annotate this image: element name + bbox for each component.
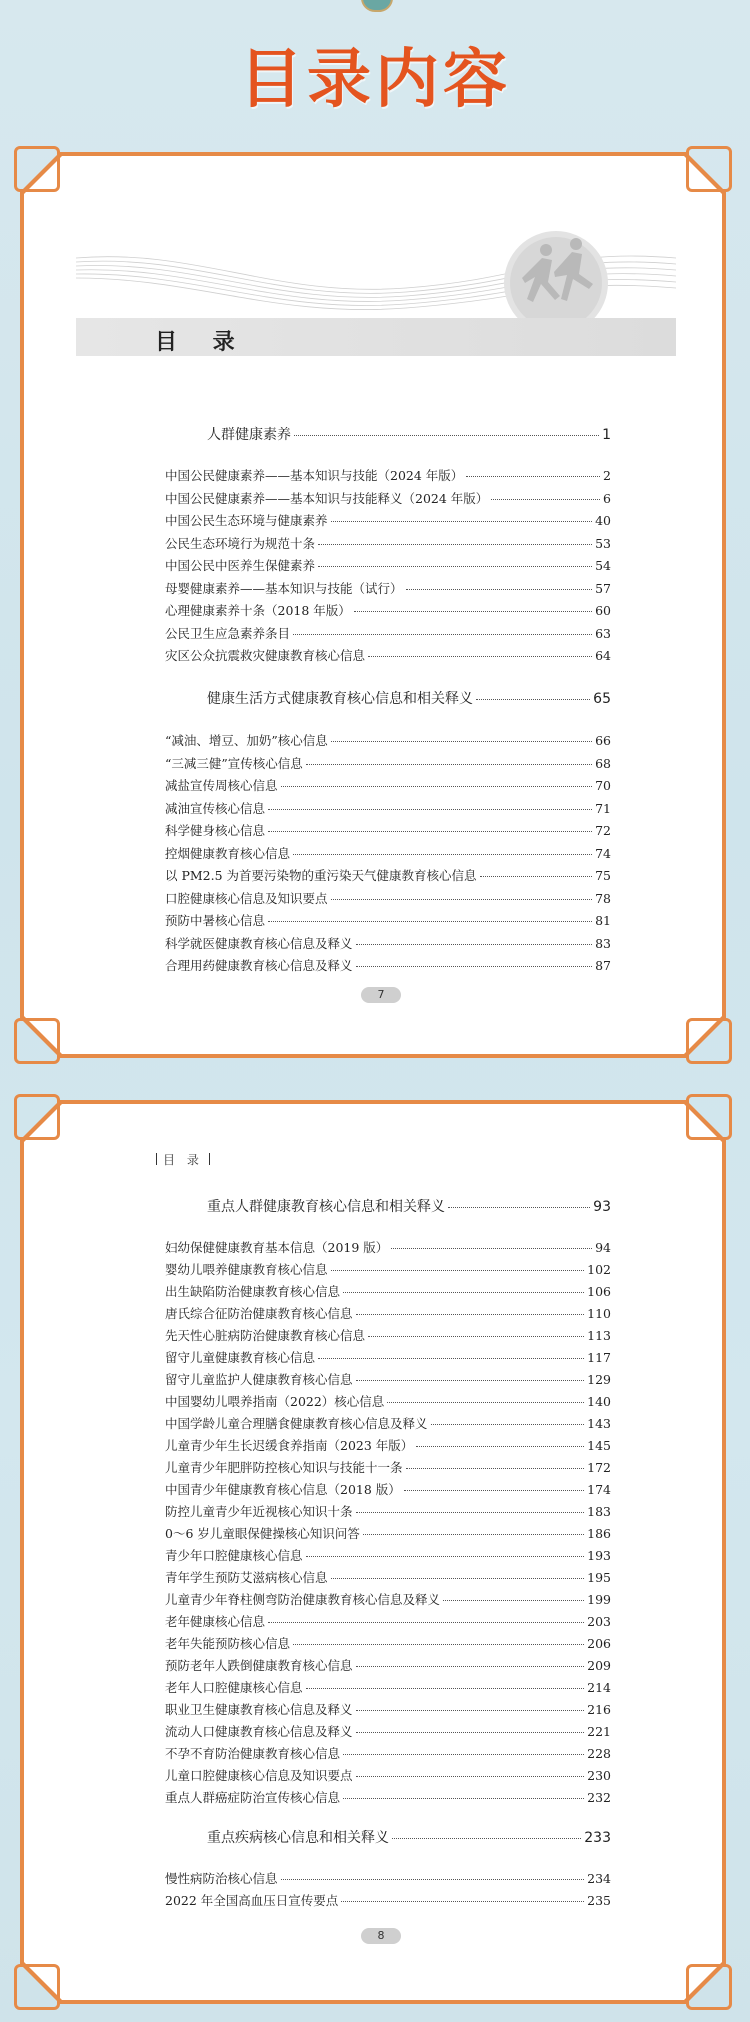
entry-title: 科学健身核心信息 bbox=[165, 823, 266, 838]
entry-title: 心理健康素养十条（2018 年版） bbox=[165, 603, 351, 618]
entry-title: 合理用药健康教育核心信息及释义 bbox=[165, 958, 353, 973]
toc-entry bbox=[165, 1502, 611, 1520]
entry-page: 102 bbox=[587, 1262, 611, 1277]
section-title: 健康生活方式健康教育核心信息和相关释义 bbox=[207, 691, 473, 707]
toc-entry bbox=[165, 1304, 611, 1322]
entry-title: 儿童口腔健康核心信息及知识要点 bbox=[165, 1768, 353, 1783]
entry-page: 6 bbox=[603, 490, 611, 506]
toc-entry bbox=[165, 511, 611, 529]
entry-page: 68 bbox=[595, 755, 611, 771]
entry-page: 216 bbox=[587, 1702, 611, 1717]
entry-title: 减油宣传核心信息 bbox=[165, 800, 266, 816]
toc-entry bbox=[165, 1480, 611, 1498]
entry-page: 143 bbox=[587, 1416, 611, 1431]
corner-ornament bbox=[14, 146, 60, 192]
toc-entry bbox=[165, 1722, 611, 1740]
entry-title: 公民生态环境行为规范十条 bbox=[165, 535, 316, 551]
entry-page: 70 bbox=[595, 778, 611, 793]
section-page: 93 bbox=[593, 1199, 611, 1215]
toc-entry bbox=[165, 579, 611, 597]
toc-entry bbox=[165, 911, 611, 929]
toc-entry bbox=[165, 1891, 611, 1909]
entry-page: 54 bbox=[595, 558, 611, 573]
toc-entry bbox=[165, 1700, 611, 1718]
entry-title: 以 PM2.5 为首要污染物的重污染天气健康教育核心信息 bbox=[165, 868, 477, 883]
entry-title: 老年健康核心信息 bbox=[165, 1614, 266, 1629]
entry-page: 106 bbox=[587, 1284, 611, 1299]
toc-entry bbox=[165, 1744, 611, 1762]
corner-ornament bbox=[14, 1018, 60, 1064]
entry-page: 94 bbox=[595, 1240, 611, 1255]
entry-page: 232 bbox=[587, 1790, 611, 1805]
entry-title: 科学就医健康教育核心信息及释义 bbox=[165, 935, 353, 951]
toc-section-heading bbox=[207, 1196, 611, 1216]
page-number-8: 8 bbox=[361, 1928, 401, 1944]
entry-page: 172 bbox=[587, 1460, 611, 1475]
entry-title: 儿童青少年生长迟缓食养指南（2023 年版） bbox=[165, 1438, 414, 1453]
entry-title: 慢性病防治核心信息 bbox=[165, 1871, 278, 1886]
entry-page: 66 bbox=[595, 733, 611, 748]
entry-page: 81 bbox=[595, 913, 611, 928]
toc-entry bbox=[165, 1436, 611, 1454]
entry-page: 53 bbox=[595, 535, 611, 551]
toc-entry bbox=[165, 844, 611, 862]
toc-entry bbox=[165, 956, 611, 974]
entry-title: “三减三健”宣传核心信息 bbox=[165, 755, 303, 771]
entry-page: 63 bbox=[595, 625, 611, 641]
toc-entry bbox=[165, 1546, 611, 1564]
entry-title: 预防老年人跌倒健康教育核心信息 bbox=[165, 1658, 353, 1673]
toc-entry bbox=[165, 1788, 611, 1806]
section-page: 233 bbox=[584, 1830, 611, 1846]
entry-page: 83 bbox=[595, 935, 611, 951]
toc-entry bbox=[165, 1678, 611, 1696]
toc-entry bbox=[165, 731, 611, 749]
running-header: 目 录 bbox=[150, 1151, 216, 1168]
toc-entry bbox=[165, 934, 611, 952]
entry-title: 老年失能预防核心信息 bbox=[165, 1636, 291, 1651]
entry-title: 减盐宣传周核心信息 bbox=[165, 778, 278, 793]
entry-page: 110 bbox=[587, 1306, 611, 1321]
toc-entry bbox=[165, 534, 611, 552]
entry-title: 出生缺陷防治健康教育核心信息 bbox=[165, 1284, 341, 1299]
entry-title: 儿童青少年脊柱侧弯防治健康教育核心信息及释义 bbox=[165, 1592, 441, 1607]
entry-page: 71 bbox=[595, 800, 611, 816]
section-page: 1 bbox=[602, 427, 611, 443]
entry-page: 72 bbox=[595, 823, 611, 838]
toc-entry bbox=[165, 624, 611, 642]
toc-entry bbox=[165, 601, 611, 619]
toc-entry bbox=[165, 1524, 611, 1542]
page-number-7: 7 bbox=[361, 987, 401, 1003]
entry-page: 2 bbox=[603, 468, 611, 483]
entry-page: 214 bbox=[587, 1680, 611, 1695]
toc-entry bbox=[165, 1260, 611, 1278]
entry-page: 183 bbox=[587, 1504, 611, 1519]
entry-title: 2022 年全国高血压日宣传要点 bbox=[165, 1893, 339, 1908]
entry-title: 流动人口健康教育核心信息及释义 bbox=[165, 1724, 353, 1739]
entry-page: 140 bbox=[587, 1394, 611, 1409]
toc-entry bbox=[165, 799, 611, 817]
entry-page: 228 bbox=[587, 1746, 611, 1761]
entry-title: 留守儿童监护人健康教育核心信息 bbox=[165, 1372, 353, 1387]
entry-page: 40 bbox=[595, 513, 611, 528]
entry-title: 中国公民中医养生保健素养 bbox=[165, 558, 316, 573]
banner-title: 目录内容 bbox=[239, 43, 511, 117]
toc-entry bbox=[165, 821, 611, 839]
entry-page: 117 bbox=[587, 1350, 611, 1365]
entry-page: 195 bbox=[587, 1570, 611, 1585]
toc-heading: 目 录 bbox=[155, 330, 249, 355]
toc-entry bbox=[165, 1634, 611, 1652]
toc-entry bbox=[165, 1869, 611, 1887]
toc-entry bbox=[165, 1392, 611, 1410]
entry-title: 预防中暑核心信息 bbox=[165, 913, 266, 928]
section-title: 重点疾病核心信息和相关释义 bbox=[207, 1830, 389, 1846]
corner-ornament bbox=[14, 1964, 60, 2010]
corner-ornament bbox=[14, 1094, 60, 1140]
entry-title: 防控儿童青少年近视核心知识十条 bbox=[165, 1504, 353, 1519]
entry-page: 199 bbox=[587, 1592, 611, 1607]
toc-section-heading bbox=[207, 688, 611, 708]
toc-entry bbox=[165, 489, 611, 507]
entry-title: 青年学生预防艾滋病核心信息 bbox=[165, 1570, 328, 1585]
entry-title: 唐氏综合征防治健康教育核心信息 bbox=[165, 1306, 353, 1321]
entry-title: 口腔健康核心信息及知识要点 bbox=[165, 890, 328, 906]
entry-page: 74 bbox=[595, 845, 611, 861]
section-page: 65 bbox=[593, 691, 611, 707]
entry-page: 209 bbox=[587, 1658, 611, 1673]
toc-entry bbox=[165, 754, 611, 772]
entry-title: 不孕不育防治健康教育核心信息 bbox=[165, 1746, 341, 1761]
entry-page: 203 bbox=[587, 1614, 611, 1629]
toc-entry bbox=[165, 1458, 611, 1476]
entry-title: 留守儿童健康教育核心信息 bbox=[165, 1350, 316, 1365]
corner-ornament bbox=[686, 146, 732, 192]
entry-title: 妇幼保健健康教育基本信息（2019 版） bbox=[165, 1240, 389, 1255]
entry-page: 206 bbox=[587, 1636, 611, 1651]
entry-title: 职业卫生健康教育核心信息及释义 bbox=[165, 1702, 353, 1717]
toc-entry bbox=[165, 776, 611, 794]
entry-page: 57 bbox=[595, 580, 611, 596]
top-ornament bbox=[361, 0, 393, 12]
entry-page: 87 bbox=[595, 958, 611, 973]
entry-page: 235 bbox=[587, 1893, 611, 1908]
toc-entry bbox=[165, 1370, 611, 1388]
entry-title: 公民卫生应急素养条目 bbox=[165, 625, 291, 641]
entry-title: “减油、增豆、加奶”核心信息 bbox=[165, 733, 328, 748]
toc-entry bbox=[165, 866, 611, 884]
entry-page: 174 bbox=[587, 1482, 611, 1497]
toc-entry bbox=[165, 1656, 611, 1674]
toc-entry bbox=[165, 1348, 611, 1366]
entry-title: 中国学龄儿童合理膳食健康教育核心信息及释义 bbox=[165, 1416, 428, 1431]
toc-entry bbox=[165, 889, 611, 907]
toc-entry bbox=[165, 1326, 611, 1344]
toc-entry bbox=[165, 466, 611, 484]
entry-page: 145 bbox=[587, 1438, 611, 1453]
entry-title: 灾区公众抗震救灾健康教育核心信息 bbox=[165, 648, 366, 663]
entry-title: 重点人群癌症防治宣传核心信息 bbox=[165, 1790, 341, 1805]
entry-title: 先天性心脏病防治健康教育核心信息 bbox=[165, 1328, 366, 1343]
entry-title: 老年人口腔健康核心信息 bbox=[165, 1680, 303, 1695]
toc-entry bbox=[165, 1766, 611, 1784]
entry-page: 221 bbox=[587, 1724, 611, 1739]
entry-page: 78 bbox=[595, 890, 611, 906]
entry-page: 113 bbox=[587, 1328, 611, 1343]
section-title: 重点人群健康教育核心信息和相关释义 bbox=[207, 1199, 445, 1215]
toc-section-heading bbox=[207, 1827, 611, 1847]
entry-title: 中国公民健康素养——基本知识与技能释义（2024 年版） bbox=[165, 490, 489, 506]
entry-page: 60 bbox=[595, 603, 611, 618]
entry-title: 中国公民健康素养——基本知识与技能（2024 年版） bbox=[165, 468, 464, 483]
section-title: 人群健康素养 bbox=[207, 427, 291, 443]
entry-title: 中国公民生态环境与健康素养 bbox=[165, 513, 328, 528]
toc-entry bbox=[165, 1414, 611, 1432]
entry-page: 186 bbox=[587, 1526, 611, 1541]
entry-title: 控烟健康教育核心信息 bbox=[165, 845, 291, 861]
toc-entry bbox=[165, 646, 611, 664]
toc-entry bbox=[165, 1612, 611, 1630]
entry-page: 129 bbox=[587, 1372, 611, 1387]
toc-entry bbox=[165, 1238, 611, 1256]
toc-section-heading bbox=[207, 424, 611, 444]
entry-title: 0～6 岁儿童眼保健操核心知识问答 bbox=[165, 1526, 360, 1541]
toc-entry bbox=[165, 1568, 611, 1586]
corner-ornament bbox=[686, 1094, 732, 1140]
toc-entry bbox=[165, 1282, 611, 1300]
toc-entry bbox=[165, 556, 611, 574]
entry-page: 234 bbox=[587, 1871, 611, 1886]
toc-entry bbox=[165, 1590, 611, 1608]
entry-title: 中国婴幼儿喂养指南（2022）核心信息 bbox=[165, 1394, 385, 1409]
entry-page: 230 bbox=[587, 1768, 611, 1783]
entry-page: 64 bbox=[595, 648, 611, 663]
entry-title: 儿童青少年肥胖防控核心知识与技能十一条 bbox=[165, 1460, 403, 1475]
entry-title: 母婴健康素养——基本知识与技能（试行） bbox=[165, 580, 403, 596]
entry-page: 75 bbox=[595, 868, 611, 883]
corner-ornament bbox=[686, 1964, 732, 2010]
entry-title: 中国青少年健康教育核心信息（2018 版） bbox=[165, 1482, 401, 1497]
entry-title: 青少年口腔健康核心信息 bbox=[165, 1548, 303, 1563]
entry-title: 婴幼儿喂养健康教育核心信息 bbox=[165, 1262, 328, 1277]
corner-ornament bbox=[686, 1018, 732, 1064]
entry-page: 193 bbox=[587, 1548, 611, 1563]
